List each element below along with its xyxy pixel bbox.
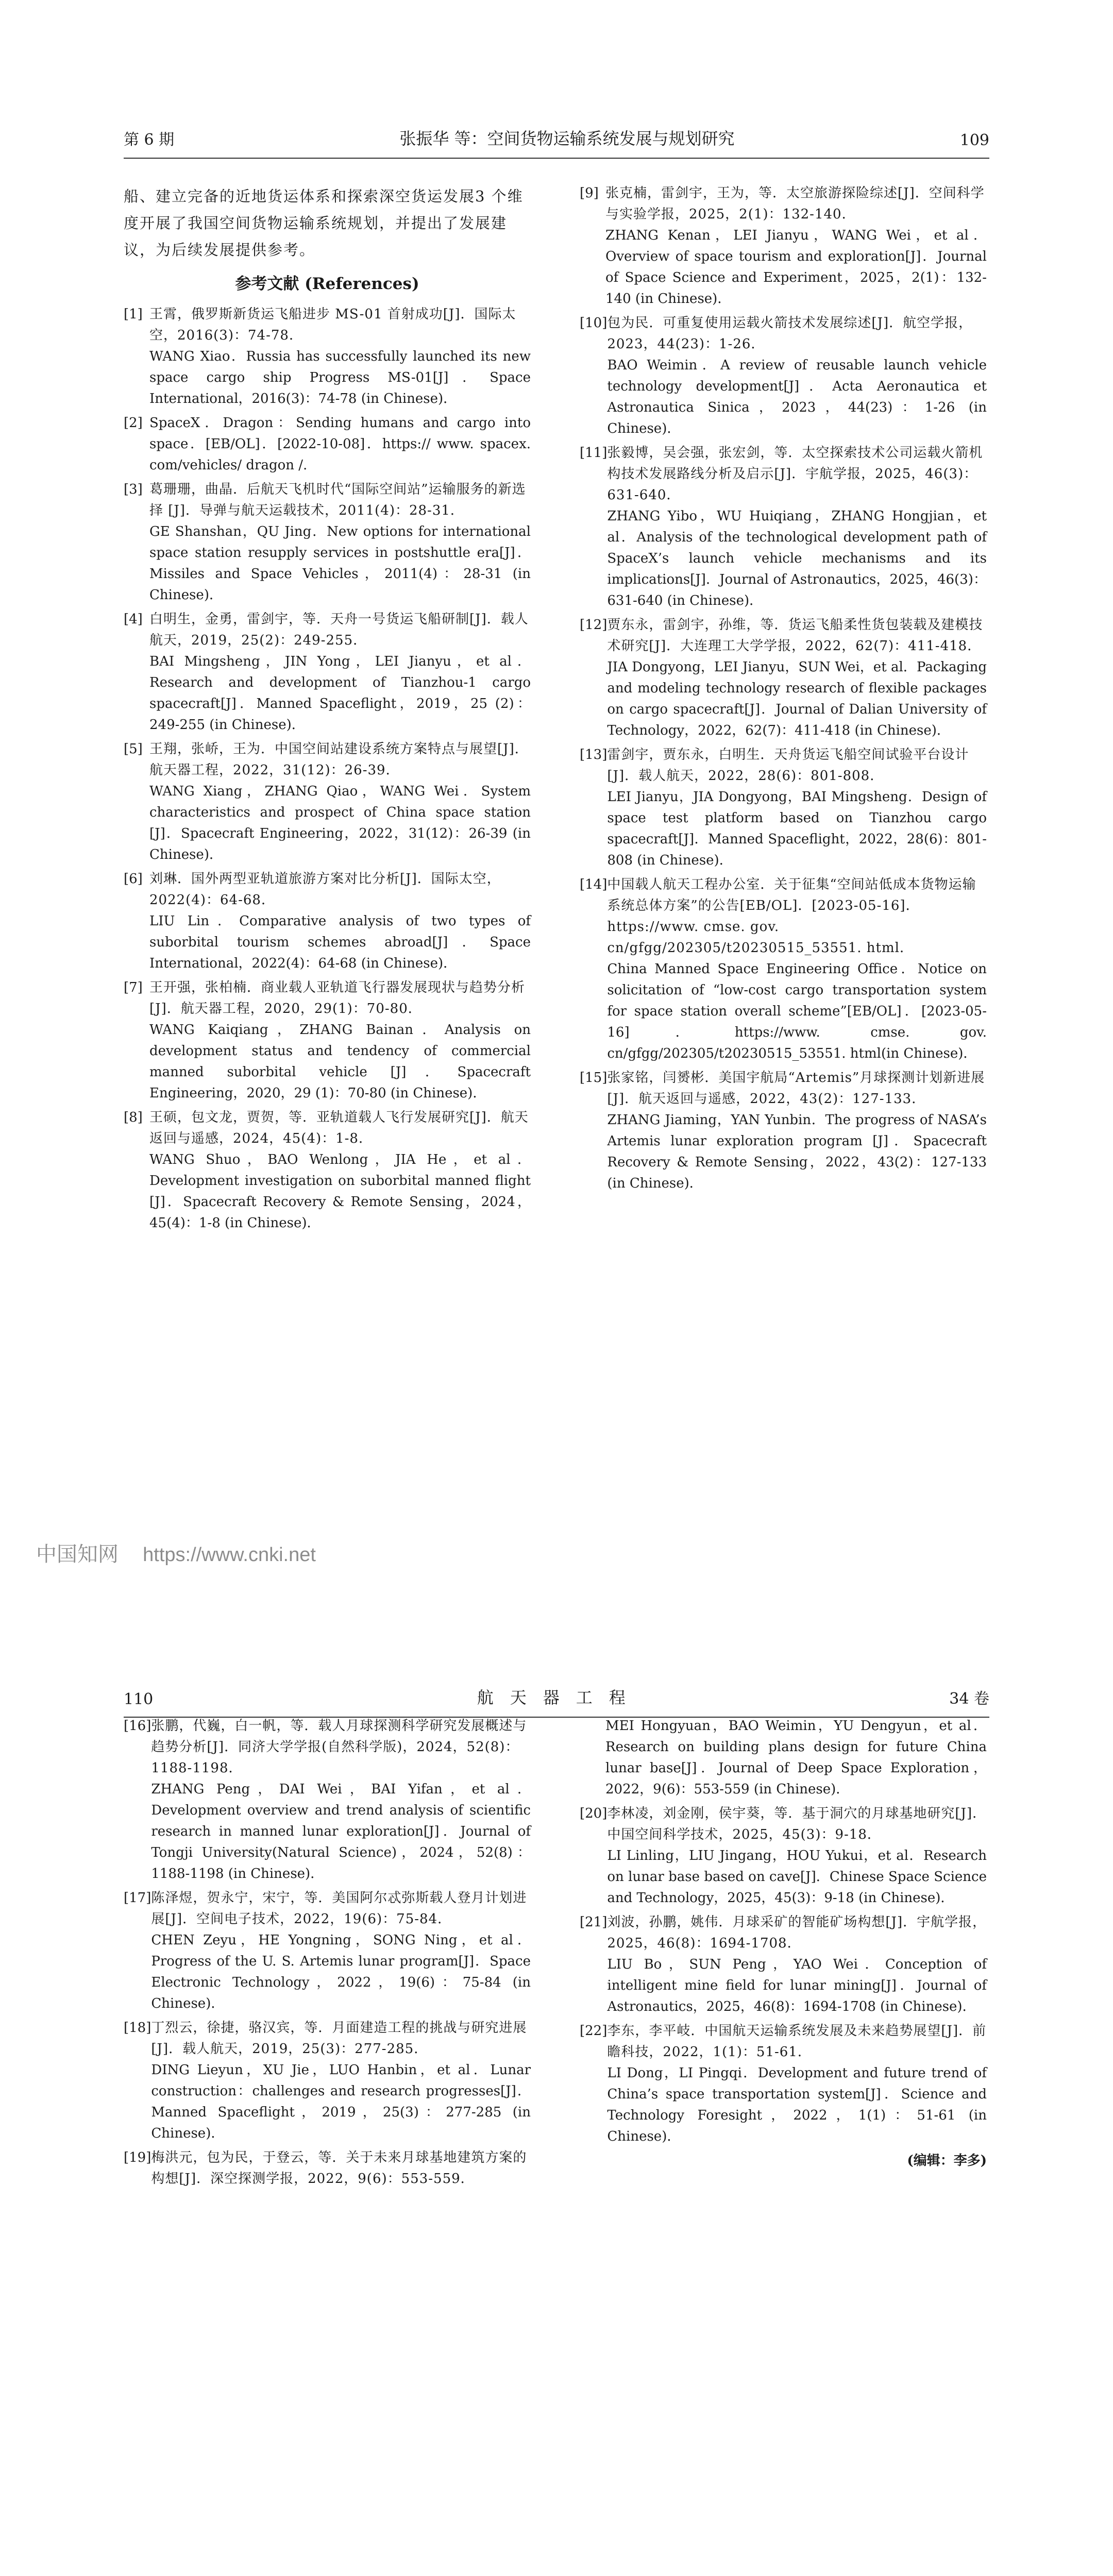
reference-number: [9] (580, 185, 599, 201)
reference-chinese: 张鹏，代巍，白一帆，等．载人月球探测科学研究发展概述与趋势分析[J]．同济大学学报(自然科学版)，2024，52(8)：1188-1198． (151, 1718, 527, 1776)
reference-number: [8] (124, 1110, 143, 1125)
reference-number: [5] (124, 741, 143, 757)
references-heading: 参考文献 (References) (235, 275, 419, 293)
reference-text (149, 479, 531, 606)
reference-chinese: 梅洪元，包为民，于登云，等．关于未来月球基地建筑方案的构想[J]．深空探测学报，2022，9(6)：553-559． (151, 2150, 527, 2187)
reference-english: China Manned Space Engineering Office．Notice on solicitation of “low-cost cargo transportation system for space station overall scheme”[EB/OL]．[2023-05-16]．https://www. cmse. gov. cn/gfgg/202305/t20230515_53551. html(in Chinese)． (607, 961, 987, 1061)
body-paragraph: 船、建立完备的近地货运体系和探索深空货运发展3 个维度开展了我国空间货物运输系统规划，并提出了发展建议，为后续发展提供参考。 (124, 188, 524, 259)
reference-chinese: 张家铭，闫赟彬．美国宇航局“Artemis”月球探测计划新进展[J]．航天返回与遥感，2022，43(2)：127-133． (607, 1070, 985, 1107)
reference-text (605, 183, 987, 310)
journal-name: 航 天 器 工 程 (477, 1688, 626, 1707)
reference-text (605, 1716, 987, 1800)
reference-english: LI Dong，LI Pingqi．Development and future trend of China’s space transportation system[J]．Science and Technology Foresight，2022，1(1)：51-61 (in Chinese)． (607, 2065, 987, 2144)
right-column (580, 1716, 987, 2172)
running-header (124, 1685, 989, 1718)
reference-number: [2] (124, 415, 143, 431)
reference-english: ZHANG Kenan，LEI Jianyu，WANG Wei，et al．Overview of space tourism and exploration[J]．Journal of Space Science and Experiment，2025，2(1)：132-140 (in Chinese)． (605, 228, 987, 307)
reference-text (151, 2147, 531, 2190)
editor-note: (编辑：李多) (907, 2153, 987, 2168)
reference-english: BAO Weimin．A review of reusable launch vehicle technology development[J]．Acta Aeronautica et Astronautica Sinica，2023，44(23)：1-26 (in Chinese)． (607, 358, 987, 436)
reference-text (607, 1803, 987, 1909)
watermark-name: 中国知网 (36, 1543, 119, 1566)
left-column (124, 183, 531, 1237)
right-column (580, 183, 987, 1197)
reference-text (151, 1716, 531, 1885)
cnki-watermark (36, 1538, 316, 1567)
reference-number: [6] (124, 871, 143, 887)
reference-chinese: 中国载人航天工程办公室．关于征集“空间站低成本货物运输系统总体方案”的公告[EB/OL]．[2023-05-16]．https://www. cmse. gov. cn/gfgg/202305/t20230515_53551. html． (607, 877, 976, 956)
reference-entry (580, 1067, 987, 1194)
reference-chinese: 王翔，张峤，王为．中国空间站建设系统方案特点与展望[J]．航天器工程，2022，31(12)：26-39． (149, 741, 529, 778)
reference-chinese: 王霄，俄罗斯新货运飞船进步 MS-01 首射成功[J]．国际太空，2016(3)：74-78． (149, 307, 516, 343)
reference-english: CHEN Zeyu，HE Yongning，SONG Ning，et al．Progress of the U. S. Artemis lunar program[J]．Space Electronic Technology，2022，19(6)：75-84 (in Chinese)． (151, 1933, 531, 2011)
reference-number: [17] (124, 1890, 151, 1906)
reference-entry (124, 304, 531, 410)
reference-text (607, 313, 987, 439)
reference-chinese: 刘波，孙鹏，姚伟．月球采矿的智能矿场构想[J]．宇航学报，2025，46(8)：1694-1708． (607, 1914, 987, 1951)
reference-entry (124, 479, 531, 606)
reference-number: [21] (580, 1914, 608, 1930)
reference-chinese: 包为民．可重复使用运载火箭技术发展综述[J]．航空学报，2023，44(23)：1-26． (607, 315, 973, 352)
reference-chinese: 王开强，张柏楠．商业载人亚轨道飞行器发展现状与趋势分析[J]．航天器工程，2020，29(1)：70-80． (149, 980, 526, 1016)
reference-entry (124, 977, 531, 1104)
reference-entry (580, 744, 987, 871)
reference-text (149, 609, 531, 736)
reference-english: ZHANG Yibo，WU Huiqiang，ZHANG Hongjian，et al．Analysis of the technological development path of SpaceX’s launch vehicle mechanisms and its implications[J]．Journal of Astronautics，2025，46(3)：631-640 (in Chinese)． (607, 509, 987, 608)
reference-number: [3] (124, 482, 143, 497)
reference-number: [1] (124, 307, 143, 322)
reference-chinese: 李东，李平岐．中国航天运输系统发展及未来趋势展望[J]．前瞻科技，2022，1(1)：51-61． (607, 2023, 987, 2060)
reference-english: MEI Hongyuan，BAO Weimin，YU Dengyun，et al．Research on building plans design for future China lunar base[J]．Journal of Deep Space Exploration，2022，9(6)：553-559 (in Chinese)． (605, 1718, 987, 1797)
reference-chinese: 李林凌，刘金刚，侯宇葵，等．基于洞穴的月球基地研究[J]．中国空间科学技术，2025，45(3)：9-18． (607, 1806, 987, 1842)
reference-english: DING Lieyun，XU Jie，LUO Hanbin，et al．Lunar construction：challenges and research progresses[J]．Manned Spaceflight，2019，25(3)：277-285 (in Chinese)． (151, 2062, 531, 2141)
running-header (124, 126, 989, 159)
reference-entry (124, 2018, 531, 2144)
left-column (124, 1716, 531, 2193)
reference-english: ZHANG Peng，DAI Wei，BAI Yifan，et al．Development overview and trend analysis of scientific research in manned lunar exploration[J]．Journal of Tongji University(Natural Science)，2024，52(8)：1188-1198 (in Chinese)． (151, 1782, 531, 1882)
reference-chinese: 张克楠，雷剑宇，王为，等．太空旅游探险综述[J]．空间科学与实验学报，2025，2(1)：132-140． (605, 185, 985, 222)
reference-english: BAI Mingsheng，JIN Yong，LEI Jianyu，et al．Research and development of Tianzhou-1 cargo spacecraft[J]．Manned Spaceflight，2019，25 (2)：249-255 (in Chinese)． (149, 654, 531, 733)
reference-number: [13] (580, 747, 608, 762)
reference-chinese: 王硕，包文龙，贾贺，等．亚轨道载人飞行发展研究[J]．航天返回与遥感，2024，45(4)：1-8． (149, 1110, 529, 1146)
reference-english: ZHANG Jiaming，YAN Yunbin．The progress of NASA’s Artemis lunar exploration program [J]．Spacecraft Recovery & Remote Sensing，2022，43(2)：127-133 (in Chinese)． (607, 1112, 987, 1191)
reference-chinese: 丁烈云，徐捷，骆汉宾，等．月面建造工程的挑战与研究进展[J]．载人航天，2019，25(3)：277-285． (151, 2020, 527, 2057)
reference-number: [11] (580, 445, 608, 461)
reference-number: [12] (580, 617, 608, 633)
reference-number: [20] (580, 1806, 608, 1821)
reference-text (149, 304, 531, 410)
reference-entry (124, 739, 531, 866)
reference-text (607, 1912, 987, 2018)
reference-chinese: 张毅博，吴会强，张宏剑，等．太空探索技术公司运载火箭机构技术发展路线分析及启示[J]．宇航学报，2025，46(3)：631-640． (607, 445, 983, 503)
reference-text (607, 2021, 987, 2147)
reference-english: SpaceX．Dragon：Sending humans and cargo into space．[EB/OL]．[2022-10-08]．https:// www. spacex. com/vehicles/ dragon /. (149, 415, 531, 473)
reference-chinese: 雷剑宇，贾东永，白明生．天舟货运飞船空间试验平台设计[J]．载人航天，2022，28(6)：801-808． (607, 747, 969, 784)
reference-entry (124, 1888, 531, 2014)
reference-number: [18] (124, 2020, 151, 2036)
reference-text (607, 874, 987, 1064)
reference-list (580, 1716, 987, 2147)
reference-text (149, 1107, 531, 1234)
volume-label: 34 卷 (949, 1690, 989, 1708)
reference-text (607, 1067, 987, 1194)
reference-list (124, 1716, 531, 2190)
reference-chinese: 贾东永，雷剑宇，孙维，等．货运飞船柔性货包装载及建模技术研究[J]．大连理工大学学报，2022，62(7)：411-418． (607, 617, 983, 654)
reference-entry (124, 413, 531, 476)
reference-english: WANG Xiao．Russia has successfully launched its new space cargo ship Progress MS-01[J]．Space International，2016(3)：74-78 (in Chinese)． (149, 349, 531, 406)
reference-entry (580, 443, 987, 612)
issue-label: 第 6 期 (124, 131, 175, 149)
reference-english: WANG Kaiqiang，ZHANG Bainan．Analysis on development status and tendency of commercial manned suborbital vehicle [J]．Spacecraft Engineering，2020，29 (1)：70-80 (in Chinese)． (149, 1022, 531, 1101)
reference-list (580, 183, 987, 1194)
reference-entry (580, 1716, 987, 1800)
reference-entry (580, 1912, 987, 2018)
reference-text (607, 744, 987, 871)
reference-entry (580, 874, 987, 1064)
reference-english: GE Shanshan，QU Jing．New options for international space station resupply services in postshuttle era[J]．Missiles and Space Vehicles，2011(4)：28-31 (in Chinese)． (149, 524, 531, 603)
page-110 (0, 1573, 1113, 2576)
reference-english: LI Linling，LIU Jingang，HOU Yukui，et al．Research on lunar base based on cave[J]．Chinese Space Science and Technology，2025，45(3)：9-18 (in Chinese)． (607, 1848, 987, 1906)
reference-english: LEI Jianyu，JIA Dongyong，BAI Mingsheng．Design of space test platform based on Tianzhou cargo spacecraft[J]．Manned Spaceflight，2022，28(6)：801-808 (in Chinese)． (607, 789, 987, 868)
page-number: 110 (124, 1690, 154, 1708)
reference-number: [7] (124, 980, 143, 995)
reference-entry (580, 615, 987, 741)
reference-entry (580, 1803, 987, 1909)
reference-entry (124, 2147, 531, 2190)
reference-text (151, 1888, 531, 2014)
reference-text (151, 2018, 531, 2144)
reference-list (124, 304, 531, 1234)
reference-english: JIA Dongyong，LEI Jianyu，SUN Wei，et al．Packaging and modeling technology research of flexible packages on cargo spacecraft[J]．Journal of Dalian University of Technology，2022，62(7)：411-418 (in Chinese)． (607, 659, 987, 738)
reference-text (607, 443, 987, 612)
reference-chinese: 陈泽煜，贺永宁，宋宁，等．美国阿尔忒弥斯载人登月计划进展[J]．空间电子技术，2022，19(6)：75-84． (151, 1890, 527, 1927)
reference-text (149, 739, 531, 866)
reference-english: LIU Lin．Comparative analysis of two types of suborbital tourism schemes abroad[J]．Space International，2022(4)：64-68 (in Chinese)． (149, 913, 531, 971)
reference-text (149, 869, 531, 974)
reference-entry (580, 183, 987, 310)
article-running-title: 张振华 等：空间货物运输系统发展与规划研究 (399, 129, 735, 148)
page-number: 109 (959, 131, 989, 149)
reference-entry (124, 609, 531, 736)
reference-english: WANG Shuo，BAO Wenlong，JIA He，et al．Development investigation on suborbital manned flight [J]．Spacecraft Recovery & Remote Sensing，2024，45(4)：1-8 (in Chinese)． (149, 1152, 531, 1231)
reference-entry (124, 1107, 531, 1234)
reference-text (149, 977, 531, 1104)
reference-number: [10] (580, 315, 608, 331)
reference-text (149, 413, 531, 476)
reference-chinese: 白明生，金勇，雷剑宇，等．天舟一号货运飞船研制[J]．载人航天，2019，25(2)：249-255． (149, 612, 529, 648)
reference-number (580, 1716, 605, 1800)
watermark-url[interactable]: https://www.cnki.net (143, 1544, 316, 1566)
reference-entry (580, 313, 987, 439)
reference-number: [4] (124, 612, 143, 627)
reference-number: [16] (124, 1718, 151, 1734)
reference-entry (580, 2021, 987, 2147)
reference-chinese: 刘琳．国外两型亚轨道旅游方案对比分析[J]．国际太空，2022(4)：64-68． (149, 871, 501, 908)
reference-english: LIU Bo，SUN Peng，YAO Wei．Conception of intelligent mine field for lunar mining[J]．Journal of Astronautics，2025，46(8)：1694-1708 (in Chinese)． (607, 1957, 987, 2014)
reference-number: [15] (580, 1070, 608, 1086)
reference-text (607, 615, 987, 741)
reference-number: [14] (580, 877, 608, 892)
reference-english: WANG Xiang，ZHANG Qiao，WANG Wei．System characteristics and prospect of China space station [J]．Spacecraft Engineering，2022，31(12)：26-39 (in Chinese)． (149, 784, 531, 862)
reference-number: [22] (580, 2023, 608, 2039)
reference-chinese: 葛珊珊，曲晶．后航天飞机时代“国际空间站”运输服务的新选择 [J]．导弹与航天运载技术，2011(4)：28-31． (149, 482, 526, 518)
reference-number: [19] (124, 2150, 151, 2165)
reference-entry (124, 1716, 531, 1885)
reference-entry (124, 869, 531, 974)
